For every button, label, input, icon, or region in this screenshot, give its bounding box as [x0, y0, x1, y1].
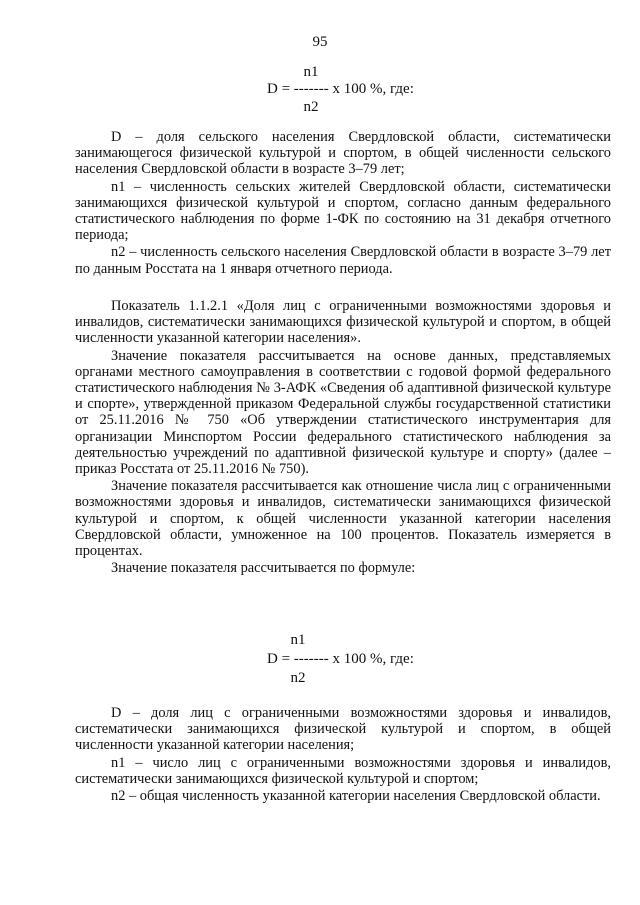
indicator-calculation-method: Значение показателя рассчитывается как отношение числа лиц с ограниченными возможностями здоровья и инвалидов, систематически занимающихся физической культурой и спортом, к общей численности указанной категории населения Свердловской области, умноженное на 100 процентов. Показатель измеряется в процентах. — [75, 478, 611, 560]
formula-variables-disabled — [75, 705, 611, 805]
definition-n2-rural: n2 – численность сельского населения Свердловской области в возрасте 3–79 лет по данным Росстата на 1 января отчетного периода. — [75, 244, 611, 277]
formula-main-line: D = ------- x 100 %, где: — [267, 81, 414, 97]
definition-d-rural: D – доля сельского населения Свердловской области, систематически занимающегося физической культурой и спортом, в общей численности сельского населения Свердловской области в возрасте 3–79 лет; — [75, 129, 611, 178]
formula-denominator: n2 — [290, 670, 306, 686]
indicator-title: Показатель 1.1.2.1 «Доля лиц с ограниченными возможностями здоровья и инвалидов, систематически занимающихся физической культурой и спортом, в общей численности указанной категории населения». — [75, 298, 611, 347]
page-number: 95 — [312, 34, 328, 50]
definition-n1-rural: n1 – численность сельских жителей Свердловской области, систематически занимающихся физической культурой и спортом, согласно данным федерального статистического наблюдения по форме 1-ФК по состоянию на 31 декабря отчетного периода; — [75, 178, 611, 244]
definition-n1-disabled: n1 – число лиц с ограниченными возможностями здоровья и инвалидов, систематически занимающихся физической культурой и спортом; — [75, 754, 611, 787]
indicator-formula-intro: Значение показателя рассчитывается по формуле: — [111, 560, 416, 577]
indicator-data-source: Значение показателя рассчитывается на основе данных, представляемых органами местного самоуправления в соответствии с годовой формой федерального статистического наблюдения № 3-АФК «Сведения об адаптивной физической культуре и спорте», утвержденной приказом Федеральной службы государственной статистики от 25.11.2016 № 750 «Об утверждении статистического инструментария для организации Минспортом России федерального статистического наблюдения за деятельностью учреждений по адаптивной физической культуре и спорту» (далее – приказ Росстата от 25.11.2016 № 750). — [75, 347, 611, 478]
formula-denominator: n2 — [303, 99, 319, 115]
formula-numerator: n1 — [303, 64, 319, 80]
formula-main-line: D = ------- x 100 %, где: — [267, 651, 414, 667]
indicator-1-1-2-1-section — [75, 298, 611, 577]
formula-numerator: n1 — [290, 632, 306, 648]
definition-n2-disabled: n2 – общая численность указанной категории населения Свердловской области. — [111, 788, 601, 805]
formula-variables-rural — [75, 129, 611, 278]
definition-d-disabled: D – доля лиц с ограниченными возможностями здоровья и инвалидов, систематически занимающихся физической культурой и спортом, в общей численности указанной категории населения; — [75, 705, 611, 754]
